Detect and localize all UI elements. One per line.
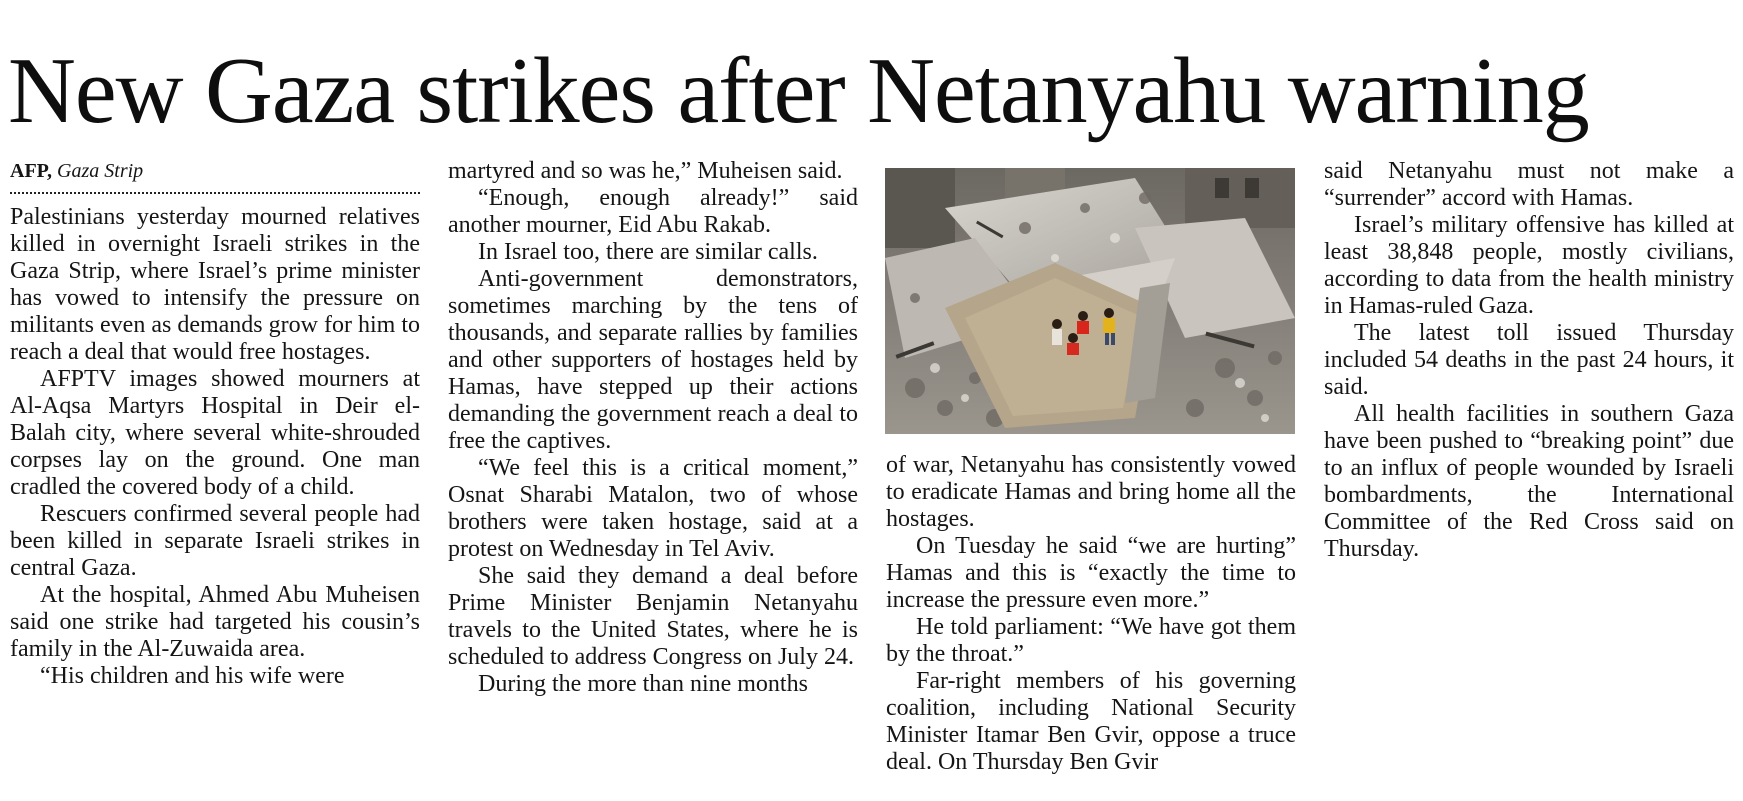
paragraph: “His children and his wife were [40,663,345,689]
news-photo [885,168,1295,434]
paragraph: said Netanyahu must not make a “surrender” accord with Hamas. [1324,158,1734,211]
paragraph: of war, Netanyahu has consistently vowed to eradicate Hamas and bring home all the hostages. [886,452,1296,532]
paragraph: martyred and so was he,” Muheisen said. [448,158,843,184]
paragraph: “Enough, enough already!” said another mourner, Eid Abu Rakab. [448,185,858,238]
paragraph: Far-right members of his governing coalition, including National Security Minister Itamar Ben Gvir, oppose a truce deal. On Thursday Ben Gvir [886,668,1296,775]
byline-agency: AFP, [10,160,53,182]
headline: New Gaza strikes after Netanyahu warning [8,39,1589,143]
paragraph: AFPTV images showed mourners at Al-Aqsa Martyrs Hospital in Deir el-Balah city, where several white-shrouded corpses lay on the ground. One man cradled the covered body of a child. [10,366,420,500]
paragraph: Israel’s military offensive has killed at least 38,848 people, mostly civilians, according to data from the health ministry in Hamas-ruled Gaza. [1324,212,1734,319]
paragraph: “We feel this is a critical moment,” Osnat Sharabi Matalon, two of whose brothers were taken hostage, said at a protest on Wednesday in Tel Aviv. [448,455,858,562]
article-column-1 [10,158,420,690]
paragraph: Palestinians yesterday mourned relatives killed in overnight Israeli strikes in the Gaza Strip, where Israel’s prime minister has vowed to intensify the pressure on militants even as demands grow for him to reach a deal that would free hostages. [10,204,420,365]
paragraph: Anti-government demonstrators, sometimes marching by the tens of thousands, and separate rallies by families and other supporters of hostages held by Hamas, have stepped up their actions demanding the government reach a deal to free the captives. [448,266,858,454]
column-3-text [886,452,1296,776]
paragraph: He told parliament: “We have got them by the throat.” [886,614,1296,667]
paragraph: All health facilities in southern Gaza have been pushed to “breaking point” due to an influx of people wounded by Israeli bombardments, the International Committee of the Red Cross said on Thursday. [1324,401,1734,562]
paragraph: She said they demand a deal before Prime Minister Benjamin Netanyahu travels to the United States, where he is scheduled to address Congress on July 24. [448,563,858,670]
paragraph: At the hospital, Ahmed Abu Muheisen said one strike had targeted his cousin’s family in the Al-Zuwaida area. [10,582,420,662]
paragraph: The latest toll issued Thursday included 54 deaths in the past 24 hours, it said. [1324,320,1734,400]
paragraph: In Israel too, there are similar calls. [478,239,818,265]
paragraph: Rescuers confirmed several people had been killed in separate Israeli strikes in central Gaza. [10,501,420,581]
paragraph: During the more than nine months [478,671,808,697]
byline-place: Gaza Strip [57,160,144,182]
article-column-4 [1324,158,1734,563]
article-column-2 [448,158,858,698]
byline [10,158,420,194]
rubble-photo-icon [885,168,1295,434]
paragraph: On Tuesday he said “we are hurting” Hamas and this is “exactly the time to increase the pressure even more.” [886,533,1296,613]
